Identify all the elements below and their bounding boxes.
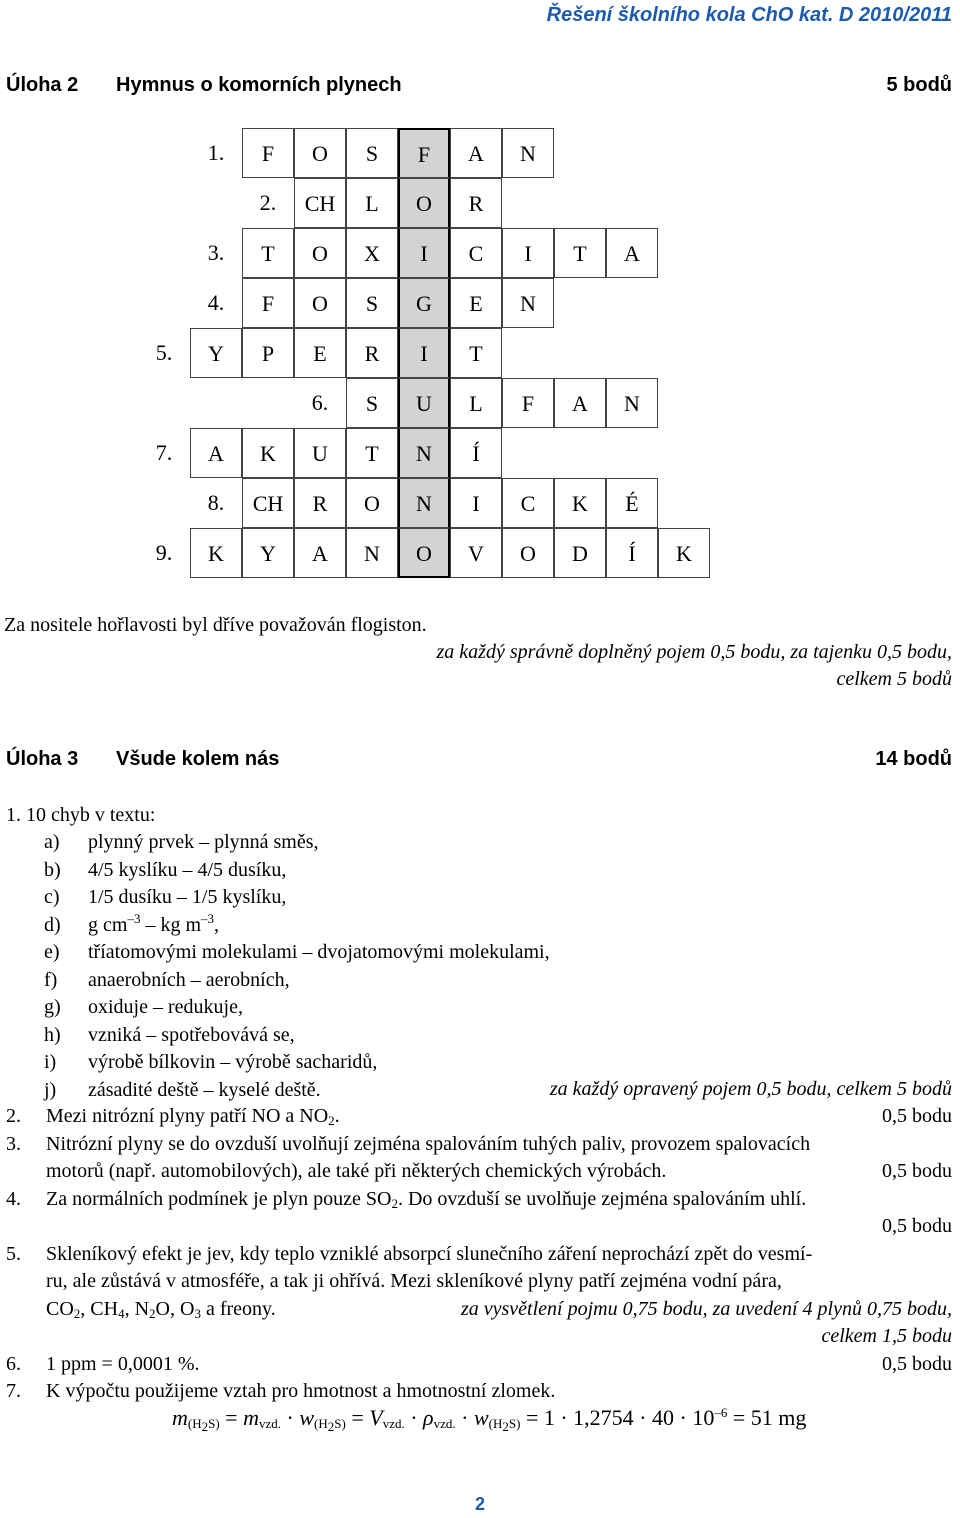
crossword-solution-cell: O — [398, 528, 450, 578]
crossword-row-number: 4. — [207, 290, 225, 315]
q7-number: 7. — [6, 1380, 21, 1402]
task2-scoring-line2: celkem 5 bodů — [836, 668, 952, 690]
error-item-letter: d) — [44, 913, 61, 936]
crossword-cell: Í — [606, 528, 658, 578]
crossword-solution-cell: I — [398, 328, 450, 378]
crossword-solution-cell: I — [398, 228, 450, 278]
crossword-cell: R — [450, 178, 502, 228]
crossword-row-number: 7. — [155, 440, 173, 465]
error-item-text: oxiduje – redukuje, — [88, 996, 243, 1018]
crossword-cell: R — [294, 478, 346, 528]
crossword-cell: L — [450, 378, 502, 428]
crossword-cell: K — [658, 528, 710, 578]
q3-number: 3. — [6, 1133, 21, 1155]
q3-line1: Nitrózní plyny se do ovzduší uvolňují zejména spalováním tuhých paliv, provozem spalovacích — [46, 1133, 811, 1155]
crossword-cell: A — [450, 128, 502, 178]
q5-gases: $CO_2$, $CH_4$, $N_2O$, $O_3$ a freony. — [46, 1298, 276, 1321]
crossword-cell: L — [346, 178, 398, 228]
crossword-cell: C — [450, 228, 502, 278]
crossword-solution-cell: N — [398, 478, 450, 528]
task2-number: Úloha 2 — [6, 74, 79, 96]
error-item-text: tříatomovými molekulami – dvojatomovými molekulami, — [88, 941, 550, 963]
error-item-text: 4/5 kyslíku – 4/5 dusíku, — [88, 858, 287, 881]
error-item-letter: f) — [44, 968, 58, 991]
calculation-formula: $m_{(H_2S)} = m_{vzd.} \cdot w_{(H_2S)} = V_{vzd.} \cdot \rho_{vzd.} \cdot w_{(H_2S)} = 1 \cdot 1,2754 \cdot 40 \cdot 10^{-6} = 51$ mg — [172, 1405, 807, 1434]
task3-heading — [6, 748, 952, 774]
crossword-cell: O — [346, 478, 398, 528]
crossword-cell: S — [346, 128, 398, 178]
crossword-cell: O — [294, 278, 346, 328]
crossword-solution-cell: G — [398, 278, 450, 328]
crossword-cell: I — [502, 228, 554, 278]
crossword-row-number: 1. — [207, 140, 225, 165]
task3-title: Všude kolem nás — [116, 748, 280, 770]
q6-number: 6. — [6, 1353, 21, 1375]
crossword-cell: F — [242, 128, 294, 178]
error-item-letter: e) — [44, 941, 60, 963]
crossword-cell: N — [502, 278, 554, 328]
q5-line2: ru, ale zůstává v atmosféře, a tak ji ohřívá. Mezi skleníkové plyny patří zejména vodní pára, — [46, 1270, 782, 1292]
crossword-cell: F — [502, 378, 554, 428]
crossword-cell: N — [346, 528, 398, 578]
crossword-cell: CH — [242, 478, 294, 528]
crossword-cell: U — [294, 428, 346, 478]
crossword-cell: D — [554, 528, 606, 578]
task3-points: 14 bodů — [875, 748, 952, 770]
crossword-cell: T — [346, 428, 398, 478]
crossword-solution-cell: F — [398, 128, 450, 178]
crossword-cell: C — [502, 478, 554, 528]
crossword-row-number: 9. — [155, 540, 173, 565]
crossword-solution-cell: O — [398, 178, 450, 228]
crossword-cell: A — [190, 428, 242, 478]
crossword-cell: CH — [294, 178, 346, 228]
error-item-text: anaerobních – aerobních, — [88, 968, 290, 991]
crossword-cell: P — [242, 328, 294, 378]
error-item-text: výrobě bílkovin – výrobě sacharidů, — [88, 1051, 378, 1073]
q5-number: 5. — [6, 1243, 21, 1265]
document-header: Řešení školního kola ChO kat. D 2010/2011 — [546, 4, 952, 26]
task2-scoring-line1: za každý správně doplněný pojem 0,5 bodu, za tajenku 0,5 bodu, — [436, 641, 952, 663]
crossword-cell: T — [242, 228, 294, 278]
crossword-cell: E — [294, 328, 346, 378]
crossword-cell: É — [606, 478, 658, 528]
task2-points: 5 bodů — [886, 74, 952, 96]
crossword-cell: A — [554, 378, 606, 428]
q7-text: K výpočtu použijeme vztah pro hmotnost a hmotnostní zlomek. — [46, 1380, 556, 1402]
crossword-cell: N — [502, 128, 554, 178]
crossword-solution-cell: N — [398, 428, 450, 478]
q2-score: 0,5 bodu — [882, 1105, 952, 1127]
crossword-cell: Y — [190, 328, 242, 378]
task3-number: Úloha 3 — [6, 748, 79, 770]
q6-score: 0,5 bodu — [882, 1353, 952, 1375]
q1-score: za každý opravený pojem 0,5 bodu, celkem 5 bodů — [549, 1078, 952, 1100]
crossword-row-number: 2. — [259, 190, 277, 215]
error-item-letter: i) — [44, 1051, 57, 1073]
crossword-cell: O — [294, 228, 346, 278]
error-item-letter: c) — [44, 886, 60, 908]
q2-text: Mezi nitrózní plyny patří NO a $NO_2$. — [46, 1105, 340, 1128]
q5-score-line2: celkem 1,5 bodu — [821, 1325, 952, 1347]
q1-intro: 1. 10 chyb v textu: — [6, 804, 156, 826]
page-number: 2 — [474, 1494, 485, 1514]
error-item-text: 1/5 dusíku – 1/5 kyslíku, — [88, 886, 287, 908]
crossword-cell: Y — [242, 528, 294, 578]
crossword-cell: T — [450, 328, 502, 378]
crossword-cell: S — [346, 278, 398, 328]
crossword-solution-cell: U — [398, 378, 450, 428]
crossword-cell: V — [450, 528, 502, 578]
crossword-cell: O — [502, 528, 554, 578]
crossword-cell: E — [450, 278, 502, 328]
crossword-row-number: 3. — [207, 240, 225, 265]
error-item-letter: j) — [44, 1078, 57, 1101]
crossword-cell: Í — [450, 428, 502, 478]
error-item-letter: b) — [44, 858, 61, 881]
crossword-cell: X — [346, 228, 398, 278]
task2-title: Hymnus o komorních plynech — [116, 74, 402, 96]
q4-score: 0,5 bodu — [882, 1215, 952, 1237]
q5-score-line1: za vysvětlení pojmu 0,75 bodu, za uvedení 4 plynů 0,75 bodu, — [460, 1298, 952, 1320]
q6-text: 1 ppm = 0,0001 %. — [46, 1353, 200, 1375]
crossword-cell: K — [554, 478, 606, 528]
q4-text: Za normálních podmínek je plyn pouze $SO_2$. Do ovzduší se uvolňuje zejména spalováním uhlí. — [46, 1188, 807, 1211]
error-item-letter: g) — [44, 996, 61, 1018]
q3-score: 0,5 bodu — [882, 1160, 952, 1182]
error-item-text: plynný prvek – plynná směs, — [88, 831, 319, 853]
error-item-text: vzniká – spotřebovává se, — [88, 1023, 295, 1046]
crossword-cell: F — [242, 278, 294, 328]
crossword-row-number: 6. — [311, 390, 329, 415]
crossword-cell: N — [606, 378, 658, 428]
q2-number: 2. — [6, 1105, 21, 1127]
error-item-letter: h) — [44, 1023, 61, 1046]
crossword-cell: I — [450, 478, 502, 528]
q4-number: 4. — [6, 1188, 21, 1210]
error-item-text: zásadité deště – kyselé deště. — [88, 1078, 321, 1101]
task2-heading — [6, 74, 952, 100]
q3-line2: motorů (např. automobilových), ale také při některých chemických výrobách. — [46, 1160, 667, 1182]
crossword-cell: R — [346, 328, 398, 378]
error-item-letter: a) — [44, 831, 60, 853]
crossword-cell: K — [242, 428, 294, 478]
crossword-cell: A — [294, 528, 346, 578]
solution-sentence: Za nositele hořlavosti byl dříve považován flogiston. — [4, 614, 427, 636]
crossword-cell: A — [606, 228, 658, 278]
crossword-cell: O — [294, 128, 346, 178]
error-item-text: g $cm^{-3}$ – kg $m^{-3}$, — [88, 910, 219, 936]
crossword-cell: T — [554, 228, 606, 278]
crossword-cell: S — [346, 378, 398, 428]
crossword-cell: K — [190, 528, 242, 578]
q5-line1: Skleníkový efekt je jev, kdy teplo vzniklé absorpcí slunečního záření neprochází zpět do vesmí- — [46, 1243, 813, 1265]
crossword-row-number: 8. — [207, 490, 225, 515]
crossword-row-number: 5. — [155, 340, 173, 365]
